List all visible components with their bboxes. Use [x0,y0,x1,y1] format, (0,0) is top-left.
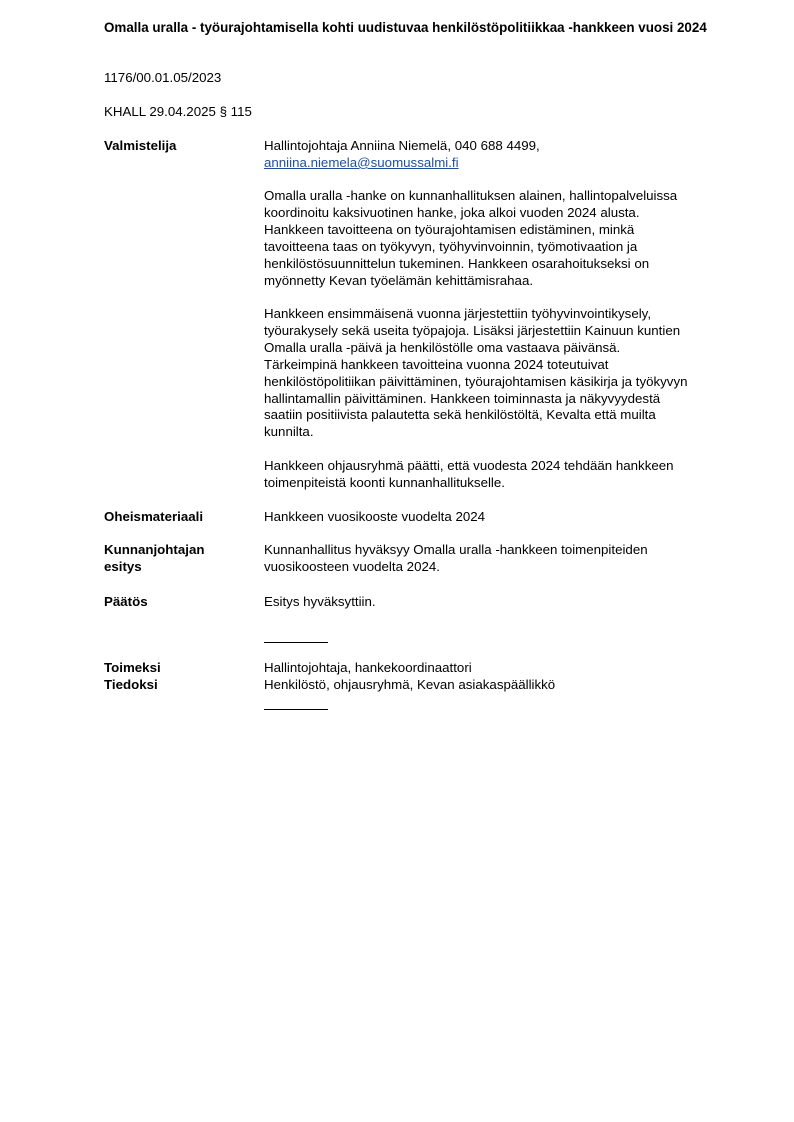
preparer-block [264,138,739,172]
decision-divider [264,642,328,643]
body-paragraph-3: Hankkeen ohjausryhmä päätti, että vuodesta 2024 tehdään hankkeen toimenpiteistä koonti kunnanhallitukselle. [264,458,674,490]
preparer-email-link[interactable]: anniina.niemela@suomussalmi.fi [264,154,459,170]
decision-label: Päätös [104,594,148,609]
body-paragraph-1: Omalla uralla -hanke on kunnanhallituksen alainen, hallintopalveluissa koordinoitu kaksivuotinen hanke, joka alkoi vuoden 2024 alusta. Hankkeen tavoitteena on työurajohtamisen edistäminen, minkä tavoitteena taas on työkyvyn, työhyvinvoinnin, työmotivaation ja henkilöstösuunnittelun tukeminen. Hankkeen osarahoitukseksi on myönnetty Kevan työelämän kehittämisrahaa. [264,188,678,288]
info-label: Tiedoksi [104,677,158,692]
body-paragraph-2: Hankkeen ensimmäisenä vuonna järjestettiin työhyvinvointikysely, työurakysely sekä useita työpajoja. Lisäksi järjestettiin Kainuun kuntien Omalla uralla -päivä ja henkilöstölle oma vastaava päivänsä. Tärkeimpinä hankkeen tavoitteina vuonna 2024 toteutuivat henkilöstöpolitiikan päivittäminen, työurajohtamisen käsikirja ja työkyvyn hallintamallin päivittäminen. Hankkeen toiminnasta ja näkyvyydestä saatiin positiivista palautetta sekä henkilöstöltä, Kevalta että muilta kunnilta. [264,306,688,440]
attachments-label: Oheismateriaali [104,509,204,524]
actions-label: Toimeksi [104,660,161,675]
actions-text: Hallintojohtaja, hankekoordinaattori [264,660,472,675]
end-divider [264,709,328,710]
info-text: Henkilöstö, ohjausryhmä, Kevan asiakaspäällikkö [264,677,556,692]
document-title: Omalla uralla - työurajohtamisella kohti uudistuvaa henkilöstöpolitiikkaa -hankkeen vuosi 2024 [104,20,707,35]
decision-text: Esitys hyväksyttiin. [264,594,376,609]
preparer-label: Valmistelija [104,138,177,153]
meeting-reference: KHALL 29.04.2025 § 115 [104,104,252,119]
proposal-label: Kunnanjohtajan esitys [104,542,205,574]
record-number: 1176/00.01.05/2023 [104,70,222,85]
proposal-text: Kunnanhallitus hyväksyy Omalla uralla -hankkeen toimenpiteiden vuosikoosteen vuodelta 2024. [264,542,648,574]
attachments-text: Hankkeen vuosikooste vuodelta 2024 [264,509,486,524]
preparer-name: Hallintojohtaja Anniina Niemelä, 040 688 4499, [264,138,540,153]
